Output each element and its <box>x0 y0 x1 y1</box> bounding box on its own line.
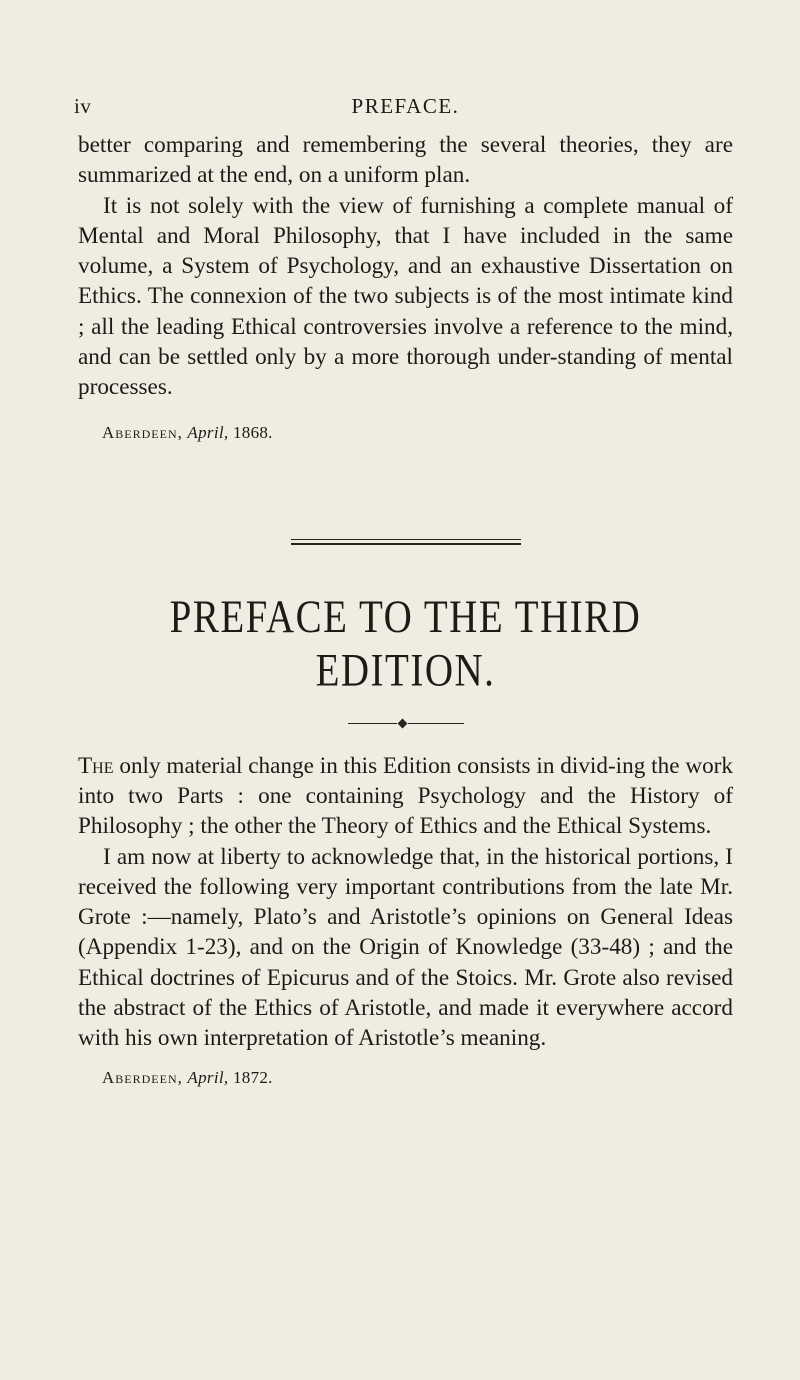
lead-word: The <box>78 752 114 779</box>
continued-paragraph: better comparing and remembering the several theories, they are summarized at the end, on a uniform plan. <box>78 132 733 189</box>
first-preface-section <box>78 130 733 443</box>
diamond-icon <box>397 718 407 728</box>
divider-rule-top <box>291 539 521 541</box>
running-head <box>74 94 733 130</box>
paragraph-1-text: only material change in this Edition consists in divid-ing the work into two Parts : one containing Psychology and the History of Philosophy ; the other the Theory of Ethics and the Ethical Systems. <box>78 752 734 840</box>
signoff-month: April, <box>187 1067 229 1087</box>
signoff-year: 1872. <box>232 1067 273 1087</box>
divider-rule-bottom <box>291 543 521 545</box>
signoff-month: April, <box>187 422 229 442</box>
signoff-1868 <box>102 423 733 443</box>
body-paragraph: It is not solely with the view of furnishing a complete manual of Mental and Moral Philosophy, that I have included in the same volume, a System of Psychology, and an exhaustive Dissertation on Ethics. The connexion of the two subjects is of the most intimate kind ; all the leading Ethical controversies involve a reference to the mind, and can be settled only by a more thorough under-standing of mental processes. <box>78 192 733 401</box>
third-edition-section <box>78 591 734 1088</box>
ornament-divider <box>348 717 464 731</box>
signoff-place: Aberdeen, <box>102 1067 183 1087</box>
signoff-1872 <box>102 1068 733 1088</box>
section-divider <box>78 539 733 545</box>
signoff-place: Aberdeen, <box>102 422 183 442</box>
running-head-title: PREFACE. <box>351 94 460 118</box>
ornament-line-right <box>408 723 464 724</box>
ornament-line-left <box>348 723 397 724</box>
book-page <box>74 94 734 1088</box>
page-number: iv <box>74 94 92 118</box>
signoff-year: 1868. <box>232 422 273 442</box>
section-heading: PREFACE TO THE THIRD EDITION. <box>169 591 642 696</box>
body-paragraph-1 <box>78 751 733 842</box>
body-paragraph-2: I am now at liberty to acknowledge that, in the historical portions, I received the following very important contributions from the late Mr. Grote :—namely, Plato’s and Aristotle’s opinions on General Ideas (Appendix 1-23), and on the Origin of Knowledge (33-48) ; and the Ethical doctrines of Epicurus and of the Stoics. Mr. Grote also revised the abstract of the Ethics of Aristotle, and made it everywhere accord with his own interpretation of Aristotle’s meaning. <box>78 843 733 1052</box>
